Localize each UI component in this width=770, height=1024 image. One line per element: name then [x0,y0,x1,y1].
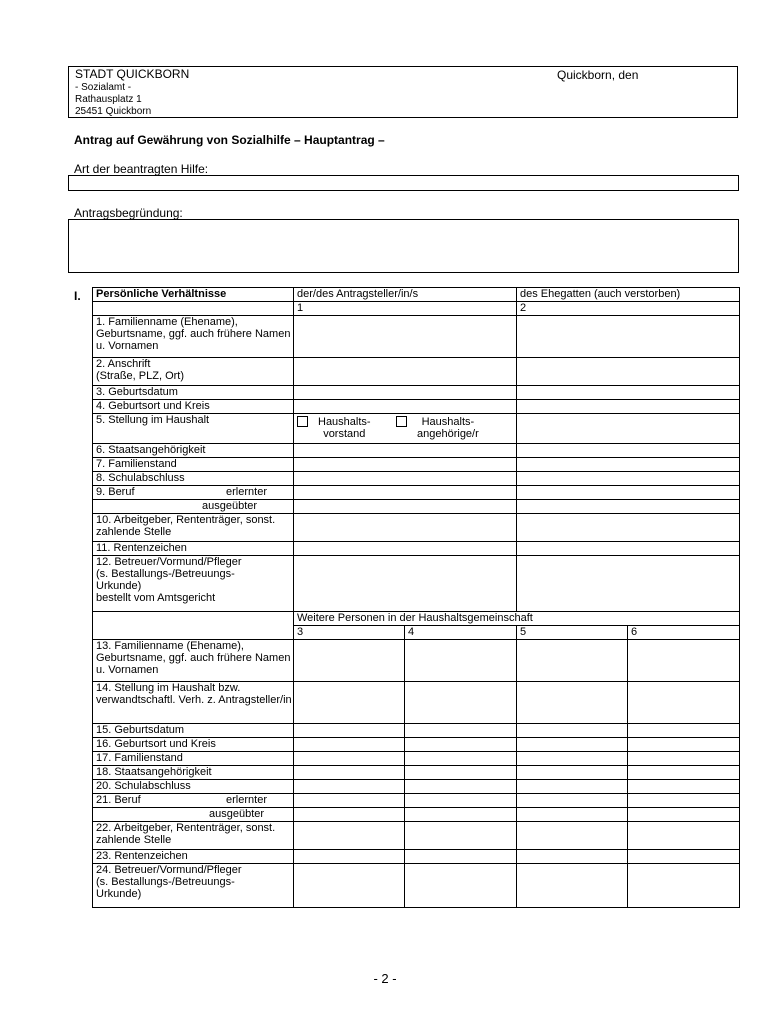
empty-cell [93,302,294,316]
person-field[interactable] [517,738,628,752]
row-label-21 [93,794,294,808]
applicant-field[interactable] [294,556,517,612]
household-status-cell [294,414,517,444]
profession-label: 9. Beruf [96,486,135,498]
practised-label: ausgeübter [209,808,265,820]
person-field[interactable] [628,752,740,766]
row-label-20: 20. Schulabschluss [93,780,294,794]
person-field[interactable] [517,780,628,794]
person-field[interactable] [517,864,628,908]
col-number-1: 1 [294,302,517,316]
spouse-field[interactable] [517,444,740,458]
person-field[interactable] [294,640,405,682]
personal-data-table [92,287,740,908]
row-label-14: 14. Stellung im Haushalt bzw. verwandtschaftl. Verh. z. Antragsteller/in [93,682,294,724]
spouse-field[interactable] [517,400,740,414]
person-field[interactable] [294,752,405,766]
row-label-6: 6. Staatsangehörigkeit [93,444,294,458]
spouse-field[interactable] [517,316,740,358]
col-number-3: 3 [294,626,405,640]
row-label-16: 16. Geburtsort und Kreis [93,738,294,752]
header-box [68,66,738,118]
applicant-field[interactable] [294,358,517,386]
department: - Sozialamt - [75,82,132,93]
col-number-2: 2 [517,302,740,316]
row-label-21b [93,808,294,822]
person-field[interactable] [517,850,628,864]
reason-field[interactable] [68,219,739,273]
person-field[interactable] [628,864,740,908]
person-field[interactable] [517,724,628,738]
spouse-field[interactable] [517,556,740,612]
applicant-field[interactable] [294,316,517,358]
applicant-field[interactable] [294,458,517,472]
household-head-label: Haushalts- vorstand [318,416,371,440]
aid-type-field[interactable] [68,175,739,191]
applicant-field[interactable] [294,542,517,556]
person-field[interactable] [294,724,405,738]
person-field[interactable] [294,850,405,864]
person-field[interactable] [405,822,517,850]
person-field[interactable] [628,850,740,864]
person-field[interactable] [405,752,517,766]
row-label-15: 15. Geburtsdatum [93,724,294,738]
spouse-field[interactable] [517,414,740,444]
spouse-field[interactable] [517,458,740,472]
postal-code: 25451 Quickborn [75,106,152,117]
person-field[interactable] [517,822,628,850]
person-field[interactable] [517,640,628,682]
person-field[interactable] [628,682,740,724]
place-date: Quickborn, den [557,68,639,82]
person-field[interactable] [405,766,517,780]
person-field[interactable] [628,724,740,738]
row-label-1: 1. Familienname (Ehename), Geburtsname, ggf. auch frühere Namen u. Vornamen [93,316,294,358]
person-field[interactable] [294,682,405,724]
section-numeral: I. [74,289,81,303]
person-field[interactable] [405,864,517,908]
person-field[interactable] [294,780,405,794]
person-field[interactable] [405,682,517,724]
person-field[interactable] [517,752,628,766]
row-label-9 [93,486,294,500]
person-field[interactable] [294,794,405,808]
person-field[interactable] [294,808,405,822]
person-field[interactable] [517,808,628,822]
person-field[interactable] [405,724,517,738]
row-label-7: 7. Familienstand [93,458,294,472]
section-header: Persönliche Verhältnisse [93,288,294,302]
row-label-18: 18. Staatsangehörigkeit [93,766,294,780]
person-field[interactable] [517,766,628,780]
empty-cell [93,612,294,626]
person-field[interactable] [405,808,517,822]
row-label-12: 12. Betreuer/Vormund/Pfleger (s. Bestallungs-/Betreuungs- Urkunde) bestellt vom Amtsgericht [93,556,294,612]
person-field[interactable] [405,738,517,752]
person-field[interactable] [294,738,405,752]
row-label-5: 5. Stellung im Haushalt [93,414,294,444]
person-field[interactable] [294,864,405,908]
spouse-field[interactable] [517,472,740,486]
person-field[interactable] [405,794,517,808]
applicant-field[interactable] [294,514,517,542]
household-member-label: Haushalts- angehörige/r [417,416,479,440]
aid-type-label: Art der beantragten Hilfe: [74,162,209,176]
row-label-10: 10. Arbeitgeber, Rententräger, sonst. zahlende Stelle [93,514,294,542]
col-number-4: 4 [405,626,517,640]
spouse-field[interactable] [517,386,740,400]
person-field[interactable] [294,766,405,780]
page-number: - 2 - [373,971,397,986]
empty-cell [93,626,294,640]
person-field[interactable] [628,738,740,752]
row-label-22: 22. Arbeitgeber, Rententräger, sonst. zahlende Stelle [93,822,294,850]
profession-label: 21. Beruf [96,794,141,806]
person-field[interactable] [628,640,740,682]
row-label-11: 11. Rentenzeichen [93,542,294,556]
row-label-9b [93,500,294,514]
row-label-24: 24. Betreuer/Vormund/Pfleger (s. Bestallungs-/Betreuungs- Urkunde) [93,864,294,908]
row-label-23: 23. Rentenzeichen [93,850,294,864]
applicant-field[interactable] [294,400,517,414]
learned-label: erlernter [226,486,267,498]
spouse-field[interactable] [517,514,740,542]
col-applicant: der/des Antragsteller/in/s [294,288,517,302]
reason-label: Antragsbegründung: [74,206,183,220]
spouse-field[interactable] [517,542,740,556]
street: Rathausplatz 1 [75,94,142,105]
authority-name: STADT QUICKBORN [75,67,190,81]
col-number-5: 5 [517,626,628,640]
row-label-17: 17. Familienstand [93,752,294,766]
spouse-field[interactable] [517,500,740,514]
person-field[interactable] [628,794,740,808]
household-member-checkbox[interactable] [396,416,407,427]
applicant-field[interactable] [294,386,517,400]
row-label-3: 3. Geburtsdatum [93,386,294,400]
person-field[interactable] [294,822,405,850]
person-field[interactable] [517,794,628,808]
household-members-header: Weitere Personen in der Haushaltsgemeinschaft [294,612,740,626]
applicant-field[interactable] [294,472,517,486]
form-title: Antrag auf Gewährung von Sozialhilfe – Hauptantrag – [74,133,385,147]
row-label-8: 8. Schulabschluss [93,472,294,486]
person-field[interactable] [405,780,517,794]
row-label-13: 13. Familienname (Ehename), Geburtsname, ggf. auch frühere Namen u. Vornamen [93,640,294,682]
person-field[interactable] [628,808,740,822]
row-label-2: 2. Anschrift (Straße, PLZ, Ort) [93,358,294,386]
person-field[interactable] [405,640,517,682]
applicant-field[interactable] [294,500,517,514]
practised-label: ausgeübter [202,500,258,512]
applicant-field[interactable] [294,444,517,458]
applicant-field[interactable] [294,486,517,500]
col-spouse: des Ehegatten (auch verstorben) [517,288,740,302]
col-number-6: 6 [628,626,740,640]
person-field[interactable] [517,682,628,724]
person-field[interactable] [628,780,740,794]
row-label-4: 4. Geburtsort und Kreis [93,400,294,414]
person-field[interactable] [405,850,517,864]
household-head-checkbox[interactable] [297,416,308,427]
learned-label: erlernter [226,794,267,806]
person-field[interactable] [628,822,740,850]
spouse-field[interactable] [517,358,740,386]
spouse-field[interactable] [517,486,740,500]
person-field[interactable] [628,766,740,780]
